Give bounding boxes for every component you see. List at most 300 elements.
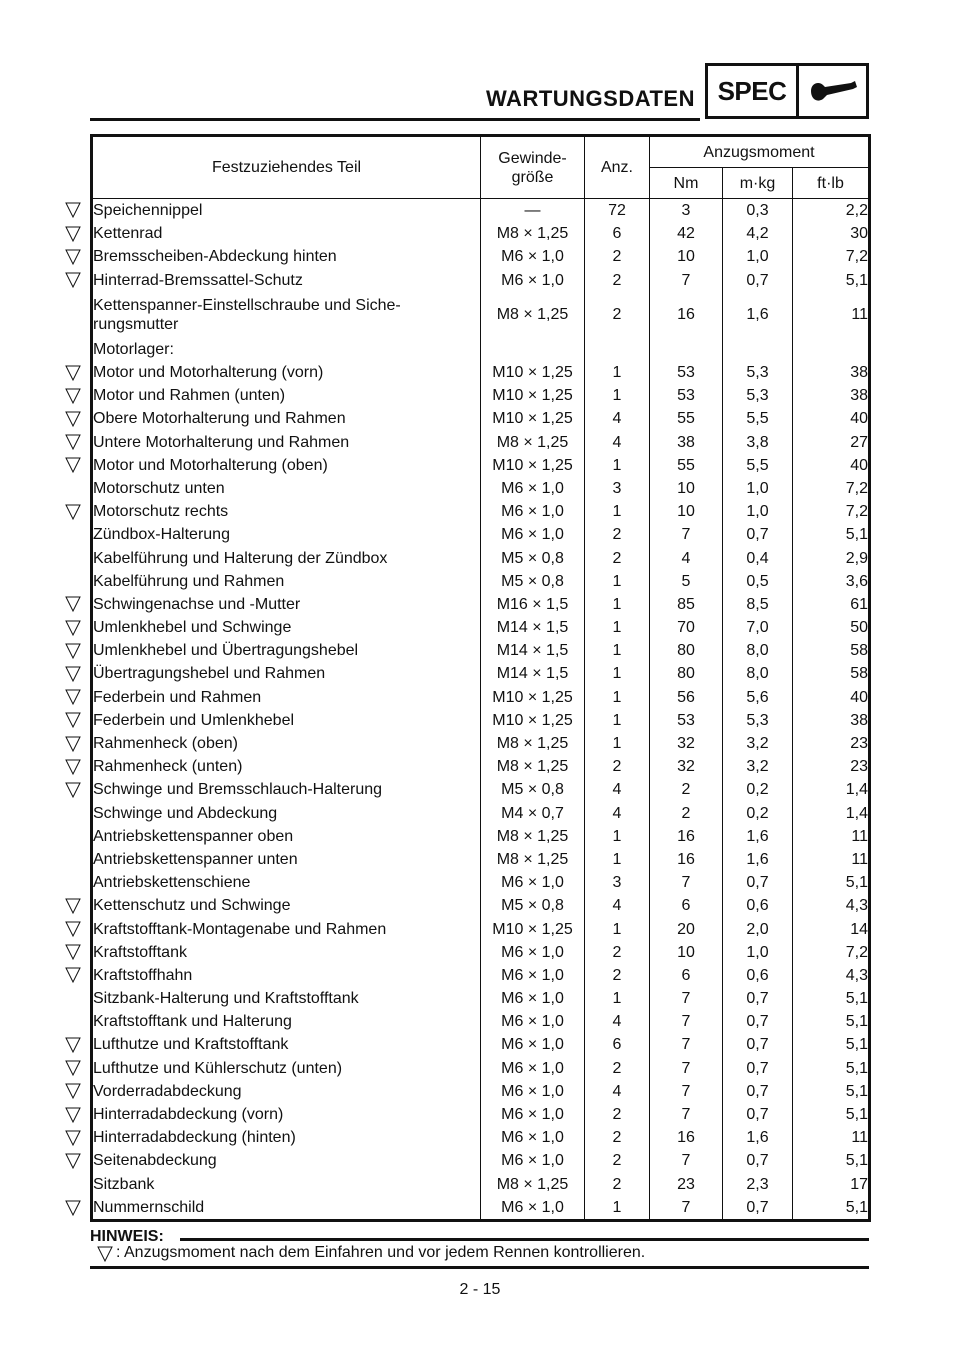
cell-ftlb: 5,1: [793, 987, 870, 1010]
table-body: [92, 199, 870, 1221]
cell-nm: 32: [650, 732, 723, 755]
cell-nm: 32: [650, 755, 723, 778]
table-row: [92, 1010, 870, 1033]
cell-thread: M8 × 1,25: [481, 1173, 585, 1196]
cell-nm: 7: [650, 523, 723, 546]
cell-mkg: 0,7: [723, 987, 793, 1010]
check-mark-icon: [64, 642, 82, 660]
cell-nm: 56: [650, 686, 723, 709]
cell-part: Kraftstofftank: [92, 941, 481, 964]
table-row: [92, 662, 870, 685]
cell-thread: M6 × 1,0: [481, 987, 585, 1010]
table-row: [92, 546, 870, 569]
cell-mkg: 1,6: [723, 825, 793, 848]
check-mark-icon: [64, 387, 82, 405]
cell-mkg: 0,4: [723, 546, 793, 569]
cell-ftlb: 5,1: [793, 1149, 870, 1172]
cell-ftlb: 14: [793, 917, 870, 940]
footer-rule: [90, 1266, 869, 1269]
cell-part: Motorschutz rechts: [92, 500, 481, 523]
cell-nm: 7: [650, 871, 723, 894]
table-row: [92, 639, 870, 662]
cell-qty: 4: [585, 1010, 650, 1033]
cell-mkg: 0,7: [723, 1057, 793, 1080]
cell-thread: M14 × 1,5: [481, 616, 585, 639]
cell-ftlb: 1,4: [793, 778, 870, 801]
table-row: [92, 941, 870, 964]
cell-thread: M4 × 0,7: [481, 802, 585, 825]
check-mark-icon: [64, 595, 82, 613]
cell-thread: M6 × 1,0: [481, 1196, 585, 1221]
cell-mkg: 5,5: [723, 407, 793, 430]
cell-thread: M6 × 1,0: [481, 1080, 585, 1103]
cell-mkg: 4,2: [723, 222, 793, 245]
table-row: [92, 1057, 870, 1080]
check-mark-icon: [64, 688, 82, 706]
cell-qty: 2: [585, 964, 650, 987]
cell-qty: 2: [585, 755, 650, 778]
cell-nm: 7: [650, 1010, 723, 1033]
cell-thread: M8 × 1,25: [481, 222, 585, 245]
cell-ftlb: 5,1: [793, 1103, 870, 1126]
cell-mkg: 0,7: [723, 1033, 793, 1056]
cell-nm: 7: [650, 1080, 723, 1103]
cell-nm: 3: [650, 199, 723, 223]
cell-nm: 16: [650, 848, 723, 871]
cell-qty: 2: [585, 1173, 650, 1196]
cell-qty: 1: [585, 384, 650, 407]
cell-thread: M6 × 1,0: [481, 1149, 585, 1172]
cell-nm: 6: [650, 964, 723, 987]
header-part: Festzuziehendes Teil: [92, 136, 481, 199]
spec-badge: [705, 63, 869, 119]
cell-part: Umlenkhebel und Schwinge: [92, 616, 481, 639]
cell-mkg: 5,3: [723, 709, 793, 732]
cell-part: Hinterradabdeckung (hinten): [92, 1126, 481, 1149]
cell-part: Sitzbank: [92, 1173, 481, 1196]
cell-nm: 2: [650, 802, 723, 825]
cell-thread: M10 × 1,25: [481, 686, 585, 709]
table-row: [92, 222, 870, 245]
cell-mkg: 0,7: [723, 871, 793, 894]
table-row: [92, 338, 870, 361]
cell-nm: 53: [650, 384, 723, 407]
check-mark-icon: [64, 1059, 82, 1077]
cell-thread: M6 × 1,0: [481, 477, 585, 500]
cell-nm: 7: [650, 1196, 723, 1221]
cell-mkg: 1,0: [723, 477, 793, 500]
cell-ftlb: 61: [793, 593, 870, 616]
cell-qty: 2: [585, 1149, 650, 1172]
cell-nm: 10: [650, 941, 723, 964]
check-mark-icon: [64, 456, 82, 474]
cell-nm: 7: [650, 987, 723, 1010]
table-row: [92, 848, 870, 871]
check-mark-icon: [64, 1082, 82, 1100]
cell-thread: M10 × 1,25: [481, 709, 585, 732]
cell-thread: M6 × 1,0: [481, 1033, 585, 1056]
cell-mkg: 1,6: [723, 848, 793, 871]
cell-thread: M8 × 1,25: [481, 755, 585, 778]
torque-spec-table: [90, 134, 871, 1222]
cell-mkg: 0,7: [723, 269, 793, 292]
header-torque: Anzugsmoment: [650, 136, 870, 168]
table-row: [92, 732, 870, 755]
cell-qty: 72: [585, 199, 650, 223]
cell-qty: 2: [585, 941, 650, 964]
cell-mkg: 1,0: [723, 500, 793, 523]
cell-qty: 4: [585, 431, 650, 454]
cell-mkg: 0,7: [723, 1149, 793, 1172]
cell-ftlb: 11: [793, 1126, 870, 1149]
cell-mkg: 0,7: [723, 523, 793, 546]
table-row: [92, 1126, 870, 1149]
cell-part: Motor und Rahmen (unten): [92, 384, 481, 407]
cell-part: Motorschutz unten: [92, 477, 481, 500]
check-mark-icon: [64, 433, 82, 451]
table-row: [92, 894, 870, 917]
table-row: [92, 269, 870, 292]
cell-qty: 1: [585, 848, 650, 871]
cell-qty: 1: [585, 686, 650, 709]
cell-qty: 3: [585, 477, 650, 500]
cell-qty: 4: [585, 802, 650, 825]
cell-part: Motor und Motorhalterung (vorn): [92, 361, 481, 384]
cell-thread: M14 × 1,5: [481, 639, 585, 662]
cell-ftlb: 5,1: [793, 1196, 870, 1221]
note-label: HINWEIS:: [90, 1228, 164, 1245]
cell-thread: M6 × 1,0: [481, 245, 585, 268]
cell-nm: 23: [650, 1173, 723, 1196]
cell-ftlb: 5,1: [793, 523, 870, 546]
table-row: [92, 245, 870, 268]
cell-mkg: 1,0: [723, 245, 793, 268]
cell-qty: 6: [585, 1033, 650, 1056]
cell-ftlb: 7,2: [793, 245, 870, 268]
cell-mkg: 0,6: [723, 894, 793, 917]
table-row: [92, 477, 870, 500]
cell-ftlb: 5,1: [793, 1080, 870, 1103]
cell-ftlb: 38: [793, 709, 870, 732]
cell-part: Antriebskettenschiene: [92, 871, 481, 894]
spec-label: SPEC: [708, 66, 799, 116]
cell-qty: 2: [585, 523, 650, 546]
table-row: [92, 964, 870, 987]
table-row: [92, 361, 870, 384]
cell-qty: 1: [585, 616, 650, 639]
cell-thread: M8 × 1,25: [481, 431, 585, 454]
cell-nm: 5: [650, 570, 723, 593]
cell-part: Lufthutze und Kraftstofftank: [92, 1033, 481, 1056]
cell-part: Kettenspanner-Einstellschraube und Siche- rungsmutter: [92, 292, 481, 338]
cell-ftlb: 50: [793, 616, 870, 639]
cell-qty: 2: [585, 1126, 650, 1149]
check-mark-icon: [64, 1129, 82, 1147]
check-mark-icon: [64, 735, 82, 753]
cell-mkg: 5,3: [723, 384, 793, 407]
cell-part: Kabelführung und Halterung der Zündbox: [92, 546, 481, 569]
cell-part: Motor und Motorhalterung (oben): [92, 454, 481, 477]
cell-qty: 2: [585, 292, 650, 338]
note-rule: [180, 1238, 869, 1241]
cell-mkg: 3,8: [723, 431, 793, 454]
table-row: [92, 431, 870, 454]
cell-part: Schwinge und Bremsschlauch-Halterung: [92, 778, 481, 801]
cell-ftlb: 5,1: [793, 1057, 870, 1080]
header-mkg: m·kg: [723, 168, 793, 199]
cell-thread: M5 × 0,8: [481, 570, 585, 593]
cell-ftlb: [793, 338, 870, 361]
cell-thread: M5 × 0,8: [481, 546, 585, 569]
cell-thread: M10 × 1,25: [481, 407, 585, 430]
cell-part: Antriebskettenspanner oben: [92, 825, 481, 848]
cell-mkg: 0,5: [723, 570, 793, 593]
cell-nm: 10: [650, 477, 723, 500]
cell-thread: M16 × 1,5: [481, 593, 585, 616]
cell-part: Federbein und Umlenkhebel: [92, 709, 481, 732]
cell-nm: 16: [650, 292, 723, 338]
cell-qty: 6: [585, 222, 650, 245]
cell-nm: 7: [650, 1103, 723, 1126]
header-nm: Nm: [650, 168, 723, 199]
cell-thread: M5 × 0,8: [481, 894, 585, 917]
table-row: [92, 407, 870, 430]
table-row: [92, 709, 870, 732]
cell-mkg: 0,2: [723, 802, 793, 825]
cell-qty: 1: [585, 732, 650, 755]
cell-part: Kraftstofftank-Montagenabe und Rahmen: [92, 917, 481, 940]
cell-part: Kettenrad: [92, 222, 481, 245]
cell-ftlb: 11: [793, 292, 870, 338]
cell-nm: [650, 338, 723, 361]
cell-part: Rahmenheck (unten): [92, 755, 481, 778]
cell-ftlb: 17: [793, 1173, 870, 1196]
cell-qty: 4: [585, 1080, 650, 1103]
cell-nm: 7: [650, 1057, 723, 1080]
cell-ftlb: 38: [793, 361, 870, 384]
cell-qty: 4: [585, 407, 650, 430]
cell-ftlb: 5,1: [793, 1010, 870, 1033]
cell-qty: 1: [585, 361, 650, 384]
cell-qty: 2: [585, 546, 650, 569]
cell-part: Vorderradabdeckung: [92, 1080, 481, 1103]
cell-ftlb: 27: [793, 431, 870, 454]
check-mark-icon: [64, 1199, 82, 1217]
cell-qty: 3: [585, 871, 650, 894]
cell-nm: 6: [650, 894, 723, 917]
cell-thread: M14 × 1,5: [481, 662, 585, 685]
table-row: [92, 570, 870, 593]
cell-qty: 2: [585, 1057, 650, 1080]
header-rule: [90, 118, 700, 121]
table-row: [92, 500, 870, 523]
check-mark-icon: [64, 619, 82, 637]
cell-mkg: 0,6: [723, 964, 793, 987]
cell-mkg: 3,2: [723, 755, 793, 778]
cell-mkg: 0,7: [723, 1010, 793, 1033]
cell-thread: —: [481, 199, 585, 223]
table-row: [92, 454, 870, 477]
cell-thread: M10 × 1,25: [481, 454, 585, 477]
cell-ftlb: 5,1: [793, 871, 870, 894]
cell-nm: 42: [650, 222, 723, 245]
cell-thread: M6 × 1,0: [481, 941, 585, 964]
check-mark-icon: [64, 781, 82, 799]
cell-thread: M10 × 1,25: [481, 917, 585, 940]
cell-thread: M10 × 1,25: [481, 384, 585, 407]
check-mark-icon: [96, 1245, 114, 1263]
cell-part: Federbein und Rahmen: [92, 686, 481, 709]
table-row: [92, 1173, 870, 1196]
table-row: [92, 802, 870, 825]
cell-part: Untere Motorhalterung und Rahmen: [92, 431, 481, 454]
check-mark-icon: [64, 1152, 82, 1170]
cell-ftlb: 4,3: [793, 964, 870, 987]
cell-thread: M6 × 1,0: [481, 1010, 585, 1033]
cell-mkg: 7,0: [723, 616, 793, 639]
check-mark-icon: [64, 758, 82, 776]
check-mark-icon: [64, 248, 82, 266]
check-mark-icon: [64, 503, 82, 521]
cell-qty: 4: [585, 778, 650, 801]
cell-nm: 7: [650, 1033, 723, 1056]
cell-ftlb: 58: [793, 662, 870, 685]
cell-qty: 4: [585, 894, 650, 917]
table-row: [92, 1103, 870, 1126]
cell-qty: 1: [585, 987, 650, 1010]
cell-thread: M8 × 1,25: [481, 732, 585, 755]
cell-part: Sitzbank-Halterung und Kraftstofftank: [92, 987, 481, 1010]
cell-nm: 16: [650, 1126, 723, 1149]
check-mark-icon: [64, 966, 82, 984]
cell-part: Kettenschutz und Schwinge: [92, 894, 481, 917]
cell-mkg: 0,7: [723, 1196, 793, 1221]
cell-mkg: 2,0: [723, 917, 793, 940]
cell-nm: 7: [650, 1149, 723, 1172]
table-row: [92, 686, 870, 709]
note-text: : Anzugsmoment nach dem Einfahren und vor jedem Rennen kontrollieren.: [116, 1244, 646, 1261]
cell-thread: [481, 338, 585, 361]
table-row: [92, 384, 870, 407]
cell-ftlb: 38: [793, 384, 870, 407]
cell-mkg: 1,6: [723, 292, 793, 338]
cell-nm: 70: [650, 616, 723, 639]
cell-mkg: 8,0: [723, 639, 793, 662]
cell-qty: 1: [585, 825, 650, 848]
cell-mkg: 0,7: [723, 1080, 793, 1103]
cell-part: Motorlager:: [92, 338, 481, 361]
cell-mkg: 8,0: [723, 662, 793, 685]
cell-part: Hinterradabdeckung (vorn): [92, 1103, 481, 1126]
wrench-icon: [799, 66, 866, 116]
table-row: [92, 292, 870, 338]
cell-ftlb: 58: [793, 639, 870, 662]
cell-part: Schwinge und Abdeckung: [92, 802, 481, 825]
table-row: [92, 755, 870, 778]
cell-part: Rahmenheck (oben): [92, 732, 481, 755]
cell-mkg: 3,2: [723, 732, 793, 755]
cell-nm: 10: [650, 245, 723, 268]
cell-ftlb: 23: [793, 732, 870, 755]
cell-thread: M8 × 1,25: [481, 848, 585, 871]
cell-thread: M10 × 1,25: [481, 361, 585, 384]
cell-qty: 1: [585, 709, 650, 732]
cell-ftlb: 3,6: [793, 570, 870, 593]
table-row: [92, 917, 870, 940]
cell-ftlb: 7,2: [793, 500, 870, 523]
cell-part: Antriebskettenspanner unten: [92, 848, 481, 871]
cell-part: Übertragungshebel und Rahmen: [92, 662, 481, 685]
cell-mkg: 0,2: [723, 778, 793, 801]
cell-thread: M6 × 1,0: [481, 871, 585, 894]
check-mark-icon: [64, 410, 82, 428]
cell-part: Schwingenachse und -Mutter: [92, 593, 481, 616]
cell-thread: M6 × 1,0: [481, 1103, 585, 1126]
page-title: WARTUNGSDATEN: [486, 86, 695, 111]
cell-thread: M6 × 1,0: [481, 500, 585, 523]
table-row: [92, 871, 870, 894]
cell-mkg: 1,0: [723, 941, 793, 964]
cell-part: Zündbox-Halterung: [92, 523, 481, 546]
cell-qty: [585, 338, 650, 361]
cell-part: Obere Motorhalterung und Rahmen: [92, 407, 481, 430]
cell-nm: 80: [650, 639, 723, 662]
cell-nm: 4: [650, 546, 723, 569]
cell-thread: M6 × 1,0: [481, 1126, 585, 1149]
cell-nm: 80: [650, 662, 723, 685]
cell-mkg: 2,3: [723, 1173, 793, 1196]
table-row: [92, 987, 870, 1010]
cell-thread: M6 × 1,0: [481, 1057, 585, 1080]
cell-mkg: 1,6: [723, 1126, 793, 1149]
cell-thread: M6 × 1,0: [481, 964, 585, 987]
cell-nm: 10: [650, 500, 723, 523]
check-mark-icon: [64, 1106, 82, 1124]
cell-ftlb: 7,2: [793, 477, 870, 500]
cell-part: Kabelführung und Rahmen: [92, 570, 481, 593]
check-mark-icon: [64, 920, 82, 938]
cell-ftlb: 2,2: [793, 199, 870, 223]
check-mark-icon: [64, 1036, 82, 1054]
cell-part: Seitenabdeckung: [92, 1149, 481, 1172]
cell-nm: 53: [650, 361, 723, 384]
cell-ftlb: 40: [793, 454, 870, 477]
cell-ftlb: 23: [793, 755, 870, 778]
cell-part: Nummernschild: [92, 1196, 481, 1221]
check-mark-icon: [64, 225, 82, 243]
header-ftlb: ft·lb: [793, 168, 870, 199]
cell-mkg: 5,6: [723, 686, 793, 709]
cell-ftlb: 4,3: [793, 894, 870, 917]
cell-part: Umlenkhebel und Übertragungshebel: [92, 639, 481, 662]
cell-nm: 55: [650, 454, 723, 477]
cell-qty: 1: [585, 500, 650, 523]
cell-mkg: [723, 338, 793, 361]
cell-qty: 1: [585, 662, 650, 685]
cell-ftlb: 7,2: [793, 941, 870, 964]
table-row: [92, 1033, 870, 1056]
table-row: [92, 1196, 870, 1221]
cell-ftlb: 2,9: [793, 546, 870, 569]
cell-qty: 1: [585, 570, 650, 593]
cell-part: Kraftstoffhahn: [92, 964, 481, 987]
check-mark-icon: [64, 943, 82, 961]
check-mark-icon: [64, 711, 82, 729]
header-qty: Anz.: [585, 136, 650, 199]
check-mark-icon: [64, 271, 82, 289]
cell-qty: 2: [585, 269, 650, 292]
cell-thread: M8 × 1,25: [481, 292, 585, 338]
